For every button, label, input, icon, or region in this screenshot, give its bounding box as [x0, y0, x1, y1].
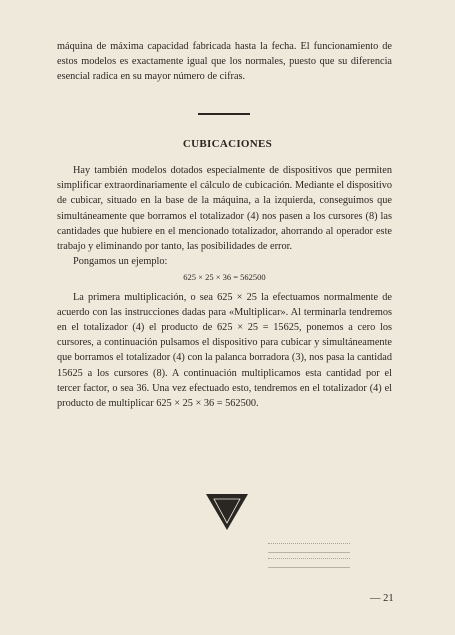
section-body — [57, 163, 392, 411]
faded-stamp — [268, 541, 350, 577]
page-number: — 21 — [370, 593, 394, 604]
paragraph-cubicacion: Hay también modelos dotados especialmente de dispositivos que permiten simplificar extraordinariamente el cálculo de cubicación. Mediante el dispositivo de cubicar, situado en la base de la máquina, a la izquierda, conseguimos que simultáneamente que borramos el totalizador (4) nos pasen a los cursores (8) las cantidades que hubiere en el mencionado totalizador, ahorrando al operador este trabajo y eliminando por tanto, las posibilidades de error. — [57, 165, 392, 253]
section-divider — [198, 113, 250, 115]
inverted-triangle-logo-icon — [205, 493, 249, 536]
section-heading: CUBICACIONES — [182, 138, 273, 150]
example-formula: 625 × 25 × 36 = 562500 — [183, 272, 266, 283]
paragraph-procedure: La primera multiplicación, o sea 625 × 25 la efectuamos normalmente de acuerdo con las instrucciones dadas para «Multiplicar». Al terminarla tendremos en el totalizador (4) el producto de 625 × 25 = 15625, ponemos a cero los cursores, a continuación pulsamos el dispositivo para cubicar y simultáneamente que borramos el totalizador (4) con la palanca borradora (3), nos pasa la cantidad 15625 a los cursores (8). A continuación multiplicamos esta cantidad por el tercer factor, o sea 36. Una vez efectuado esto, tendremos en el totalizador (4) el producto de multiplicar 625 × 25 × 36 = 562500. — [57, 291, 392, 410]
top-paragraph: máquina de máxima capacidad fabricada hasta la fecha. El funcionamiento de estos modelos es exactamente igual que los normales, puesto que su diferencia esencial radica en su mayor número de cifras. — [57, 41, 392, 83]
example-intro: Pongamos un ejemplo: — [73, 256, 168, 268]
top-paragraph-block — [57, 39, 392, 85]
